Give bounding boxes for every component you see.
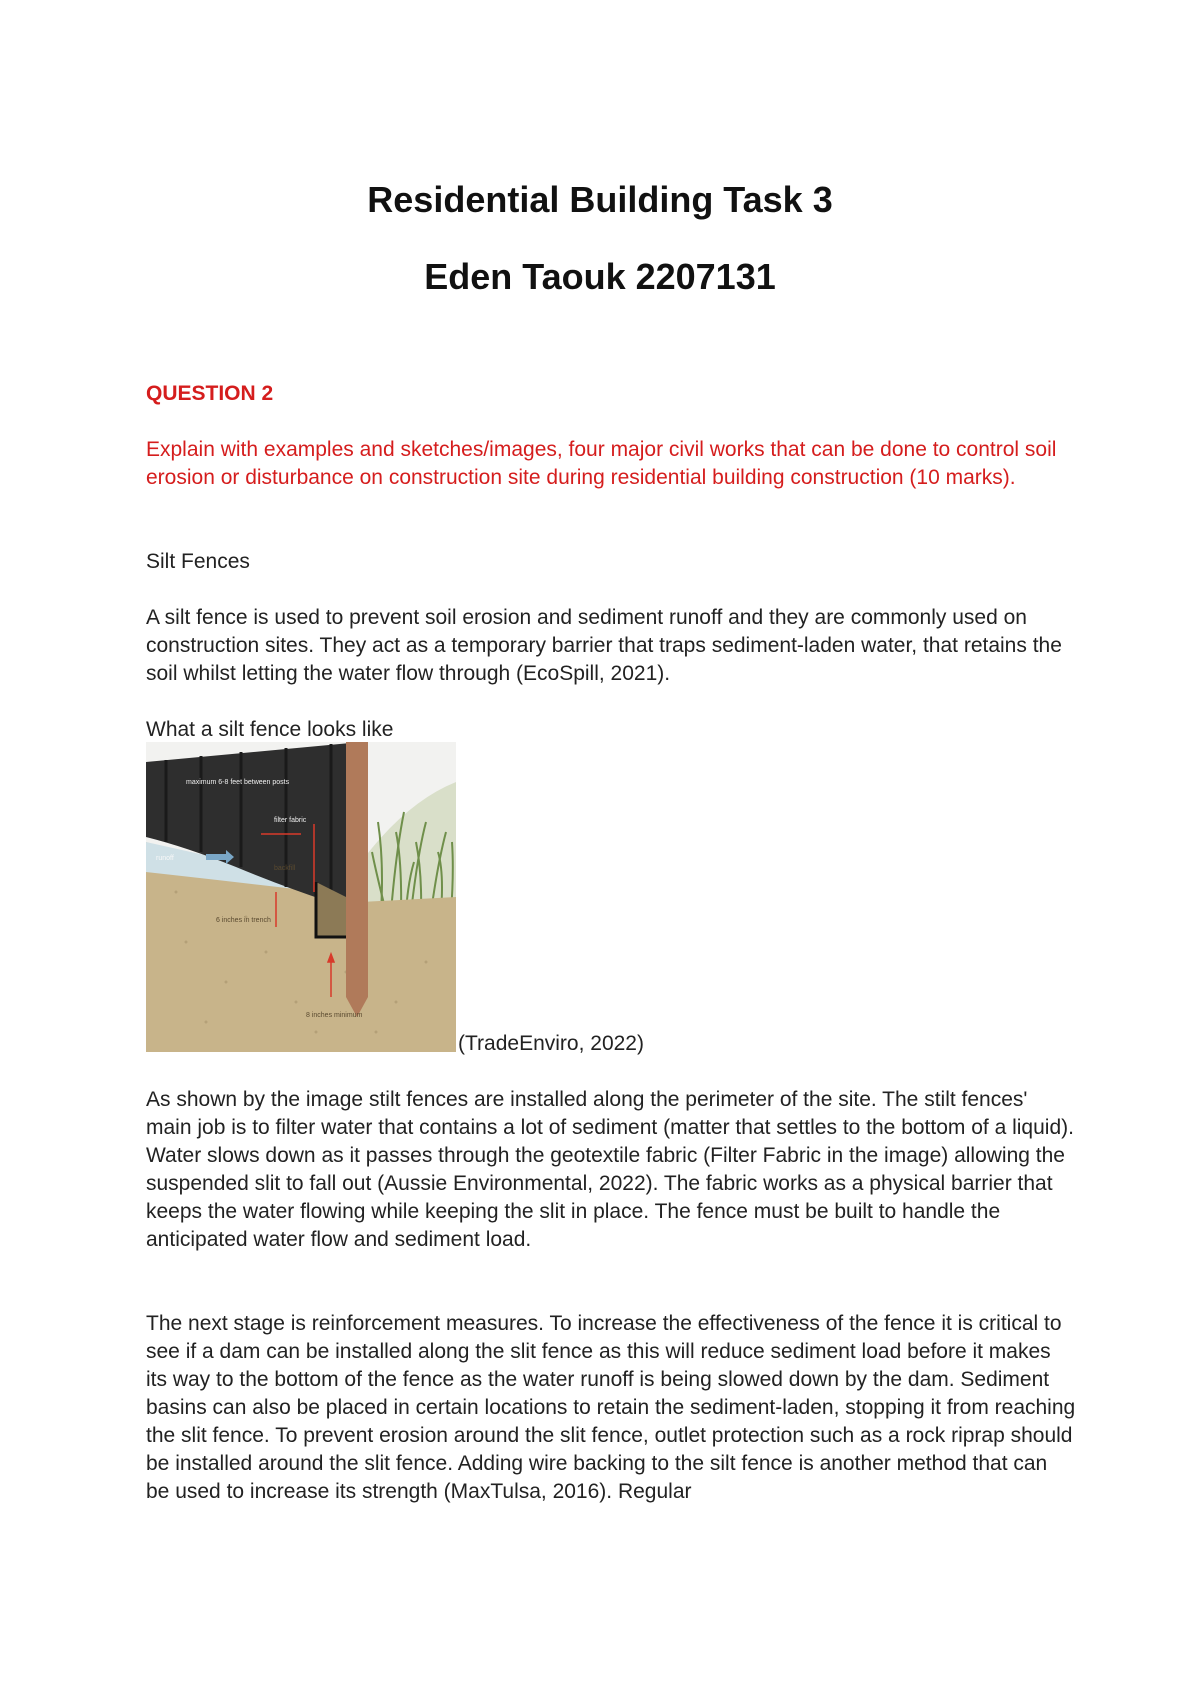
paragraph-silt-fence-intro: A silt fence is used to prevent soil erosion and sediment runoff and they are commonly used on construction sites. They act as a temporary barrier that traps sediment-laden water, that retains the soil whilst letting the water flow through (EcoSpill, 2021).: [146, 606, 1062, 685]
figure-label-backfill: backfill: [274, 865, 296, 872]
figure-label-runoff: runoff: [156, 855, 174, 862]
question-heading: QUESTION 2: [146, 382, 274, 405]
section-heading: Silt Fences: [146, 550, 250, 573]
figure-label-fabric: filter fabric: [274, 817, 307, 824]
document-title: Residential Building Task 3: [367, 179, 833, 220]
paragraph-silt-fence-function: As shown by the image stilt fences are installed along the perimeter of the site. The stilt fences' main job is to filter water that contains a lot of sediment (matter that settles to the bottom of a liquid). Water slows down as it passes through the geotextile fabric (Filter Fabric in the image) allowing the suspended slit to fall out (Aussie Environmental, 2022). The fabric works as a physical barrier that keeps the water flowing while keeping the slit in place. The fence must be built to handle the anticipated water flow and sediment load.: [146, 1088, 1074, 1251]
paragraph-reinforcement: The next stage is reinforcement measures. To increase the effectiveness of the fence it is critical to see if a dam can be installed along the slit fence as this will reduce sediment load before it makes its way to the bottom of the fence as the water runoff is being slowed down by the dam. Sediment basins can also be placed in certain locations to retain the sediment-laden, stopping it from reaching the slit fence. To prevent erosion around the slit fence, outlet protection such as a rock riprap should be installed around the slit fence. Adding wire backing to the silt fence is another method that can be used to increase its strength (MaxTulsa, 2016). Regular: [146, 1312, 1076, 1503]
figure-label-post-depth: 8 inches minimum: [306, 1012, 363, 1019]
figure-label-spacing: maximum 6-8 feet between posts: [186, 779, 290, 786]
figure-label-depth: 6 inches in trench: [216, 917, 271, 924]
question-text: Explain with examples and sketches/images, four major civil works that can be done to control soil erosion or disturbance on construction site during residential building construction (10 marks).: [146, 438, 1057, 489]
silt-fence-illustration: [146, 742, 456, 1052]
figure-post: [346, 742, 368, 1017]
author-line: Eden Taouk 2207131: [424, 256, 776, 297]
figure-citation: (TradeEnviro, 2022): [458, 1032, 644, 1055]
figure-caption: What a silt fence looks like: [146, 718, 394, 741]
